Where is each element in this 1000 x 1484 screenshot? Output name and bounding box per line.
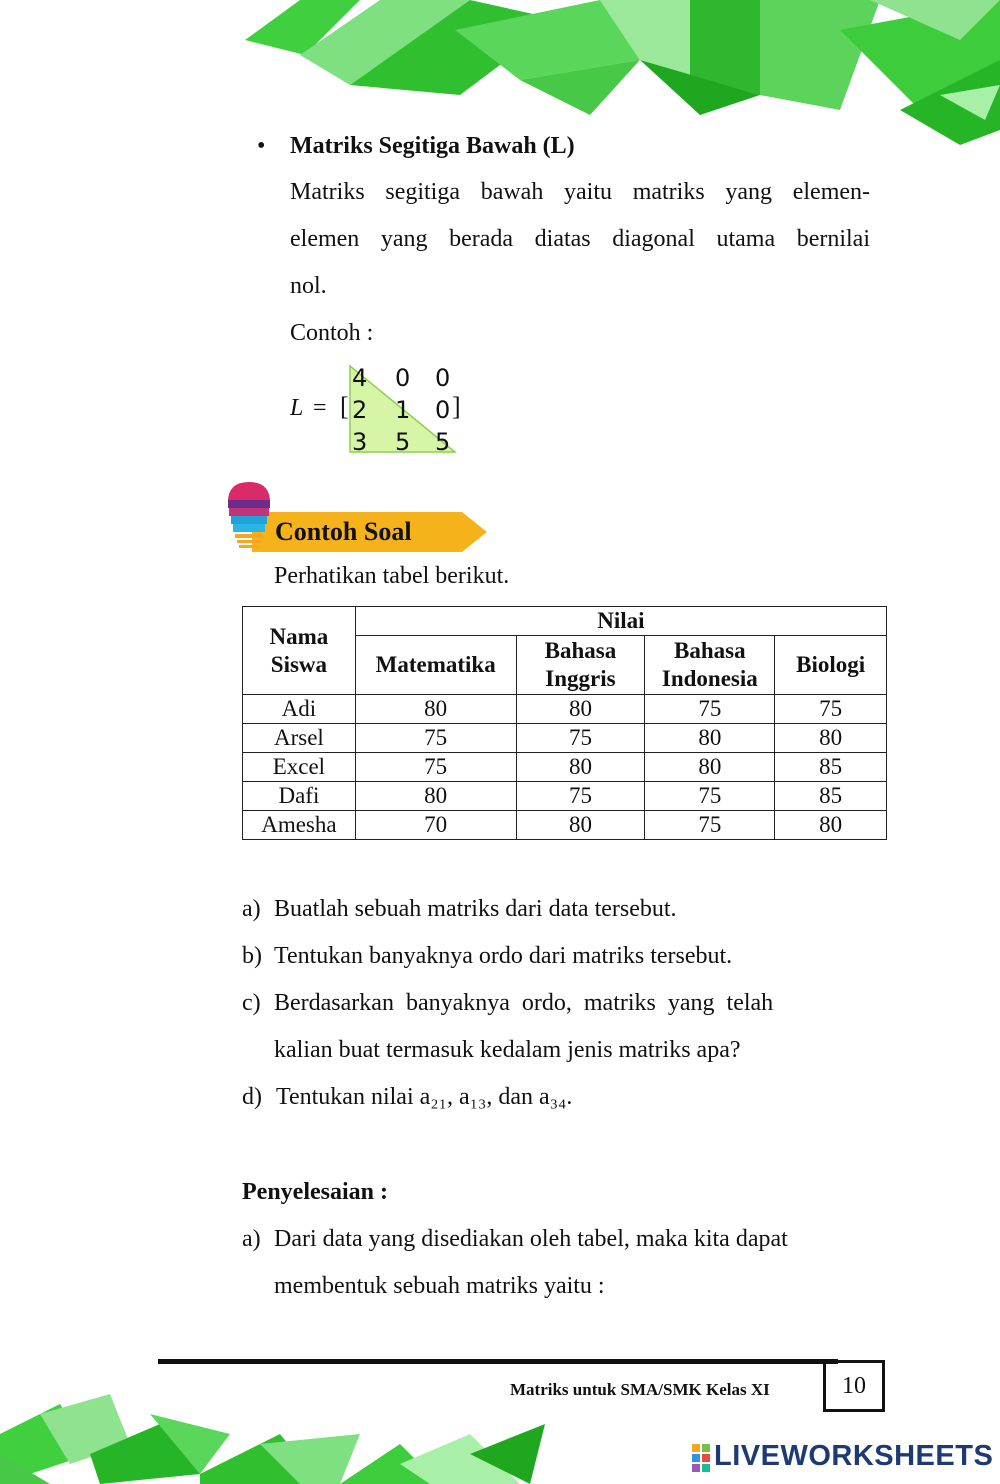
table-row bbox=[243, 724, 887, 753]
question-label: b) bbox=[242, 943, 262, 969]
liveworksheets-logo-icon bbox=[692, 1444, 710, 1472]
question-text: Buatlah sebuah matriks dari data tersebut. bbox=[274, 896, 677, 922]
table-row bbox=[243, 782, 887, 811]
student-name: Excel bbox=[243, 753, 356, 782]
grade-cell: 75 bbox=[355, 724, 516, 753]
section-title: Matriks Segitiga Bawah (L) bbox=[290, 133, 575, 159]
question-label: d) bbox=[242, 1084, 262, 1110]
student-name: Amesha bbox=[243, 811, 356, 840]
matrix-bracket-right: ] bbox=[452, 392, 461, 421]
question-text: kalian buat termasuk kedalam jenis matriks apa? bbox=[274, 1037, 741, 1063]
grades-table bbox=[242, 606, 887, 840]
solution-text: Dari data yang disediakan oleh tabel, maka kita dapat bbox=[274, 1226, 788, 1252]
matrix-bracket-left: [ bbox=[340, 392, 349, 421]
matrix-row-1 bbox=[352, 362, 455, 394]
grade-cell: 80 bbox=[516, 695, 645, 724]
student-name: Arsel bbox=[243, 724, 356, 753]
matrix-row-2 bbox=[352, 394, 455, 426]
matrix-cell: 1 bbox=[395, 396, 411, 424]
question-label: a) bbox=[242, 896, 261, 922]
matrix-cell: 4 bbox=[352, 364, 368, 392]
question-text: Tentukan banyaknya ordo dari matriks tersebut. bbox=[274, 943, 733, 969]
header-nama-siswa: Nama Siswa bbox=[243, 607, 356, 695]
grade-cell: 80 bbox=[645, 753, 775, 782]
student-name: Adi bbox=[243, 695, 356, 724]
bottom-green-decoration bbox=[0, 1374, 560, 1484]
example-label: Contoh : bbox=[290, 320, 374, 346]
contoh-soal-label: Contoh Soal bbox=[275, 517, 412, 546]
matrix-cell: 2 bbox=[352, 396, 368, 424]
grade-cell: 80 bbox=[645, 724, 775, 753]
header-column: Biologi bbox=[775, 636, 887, 695]
book-title: Matriks untuk SMA/SMK Kelas XI bbox=[510, 1380, 770, 1399]
table-row bbox=[243, 753, 887, 782]
question-text: Berdasarkan banyaknya ordo, matriks yang telah bbox=[274, 990, 774, 1016]
definition-line-1: Matriks segitiga bawah yaitu matriks yang elemen- bbox=[290, 179, 870, 205]
matrix-cell: 0 bbox=[435, 396, 451, 424]
grade-cell: 70 bbox=[355, 811, 516, 840]
matrix-equals: = bbox=[313, 395, 327, 421]
student-name: Dafi bbox=[243, 782, 356, 811]
solution-title: Penyelesaian : bbox=[242, 1179, 388, 1205]
definition-line-2: elemen yang berada diatas diagonal utama bernilai bbox=[290, 226, 870, 252]
grade-cell: 85 bbox=[775, 782, 887, 811]
question-label: c) bbox=[242, 990, 261, 1016]
matrix-cell: 3 bbox=[352, 428, 368, 456]
table-row bbox=[243, 811, 887, 840]
definition-line-3: nol. bbox=[290, 273, 327, 299]
grade-cell: 80 bbox=[355, 782, 516, 811]
grade-cell: 75 bbox=[645, 695, 775, 724]
matrix-name: L bbox=[290, 395, 304, 421]
grade-cell: 85 bbox=[775, 753, 887, 782]
grade-cell: 75 bbox=[645, 811, 775, 840]
grade-cell: 80 bbox=[516, 753, 645, 782]
table-row bbox=[243, 695, 887, 724]
grade-cell: 80 bbox=[355, 695, 516, 724]
header-column: Bahasa Indonesia bbox=[645, 636, 775, 695]
matrix-cell: 5 bbox=[435, 428, 451, 456]
page-number: 10 bbox=[823, 1360, 885, 1412]
grade-cell: 75 bbox=[516, 724, 645, 753]
header-nilai: Nilai bbox=[355, 607, 886, 636]
watermark-text: LIVEWORKSHEETS bbox=[714, 1440, 994, 1472]
footer-rule bbox=[158, 1359, 838, 1364]
grade-cell: 75 bbox=[775, 695, 887, 724]
top-green-decoration bbox=[0, 0, 1000, 150]
grade-cell: 75 bbox=[516, 782, 645, 811]
question-text: Tentukan nilai a₂₁, a₁₃, dan a₃₄. bbox=[276, 1084, 573, 1110]
header-column: Bahasa Inggris bbox=[516, 636, 645, 695]
matrix-cell: 0 bbox=[435, 364, 451, 392]
matrix-cell: 5 bbox=[395, 428, 411, 456]
matrix-row-3 bbox=[352, 426, 455, 458]
solution-label: a) bbox=[242, 1226, 261, 1252]
grade-cell: 80 bbox=[516, 811, 645, 840]
grade-cell: 80 bbox=[775, 811, 887, 840]
grade-cell: 75 bbox=[645, 782, 775, 811]
header-column: Matematika bbox=[355, 636, 516, 695]
bullet: • bbox=[257, 133, 266, 159]
contoh-soal-intro: Perhatikan tabel berikut. bbox=[274, 563, 510, 589]
grade-cell: 80 bbox=[775, 724, 887, 753]
matrix-cell: 0 bbox=[395, 364, 411, 392]
solution-text: membentuk sebuah matriks yaitu : bbox=[274, 1273, 605, 1299]
grade-cell: 75 bbox=[355, 753, 516, 782]
